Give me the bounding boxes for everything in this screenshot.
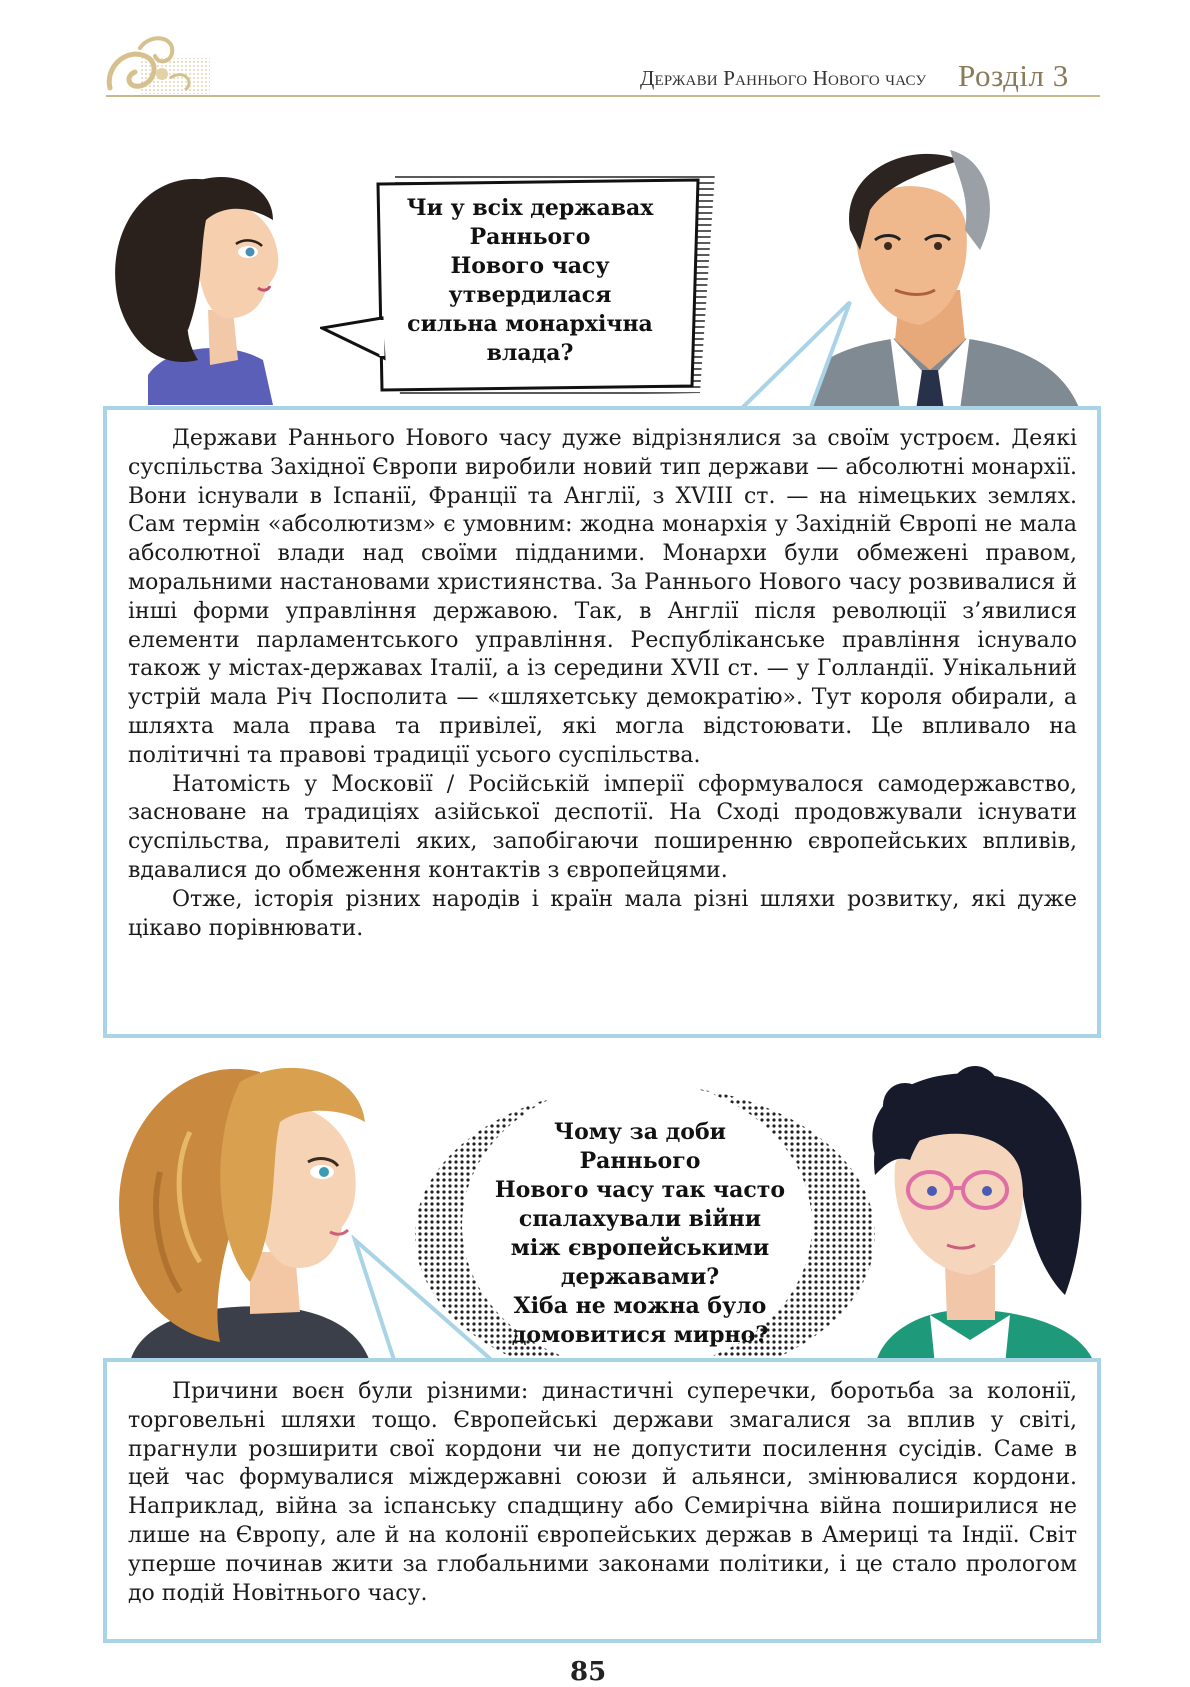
answer-paragraph: Отже, історія різних народів і країн мала різні шляхи розвитку, які дуже цікаво порівнювати.: [128, 886, 1077, 941]
answer-pointer-1: [700, 300, 870, 412]
answer-box-1: [103, 406, 1101, 1038]
section-title: Розділ 3: [958, 58, 1069, 93]
bubble-question-2: Чому за доби Раннього Нового часу так часто спалахували війни між європейськими державами? Хіба не можна було домовитися мирно?: [494, 1119, 786, 1348]
bubble-question-1: Чи у всіх державах Раннього Нового часу утвердилася сильна монархічна влада?: [406, 195, 654, 366]
answer-paragraph: Причини воєн були різними: династичні суперечки, боротьба за колонії, торговельні шляхи тощо. Європейські держави змагалися за вплив у світі, прагнули розширити свої кордони чи не допустити посилення сусідів. Саме в цей час формувалися міждержавні союзи й альянси, змінювалися кордони. Наприклад, війна за іспанську спадщину або Семирічна війна поширилися не лише на Європу, але й на колонії європейських держав в Америці та Індії. Світ уперше починав жити за глобальними законами політики, і це стало прологом до подій Новітнього часу.: [128, 1379, 1077, 1606]
answer-paragraph: Держави Раннього Нового часу дуже відрізнялися за своїм устроєм. Деякі суспільства Західної Європи виробили новий тип держави — абсолютні монархії. Вони існували в Іспанії, Франції та Англії, з XVIII ст. — на німецьких землях. Сам термін «абсолютизм» є умовним: жодна монархія у Західній Європі не мала абсолютної влади над своїми підданими. Монархи були обмежені правом, моральними настановами християнства. За Раннього Нового часу розвивалися й інші форми управління державою. Так, в Англії після революції з’явилися елементи парламентського управління. Республіканське правління існувало також у містах-державах Італії, а із середини XVII ст. — у Голландії. Унікальний устрій мала Річ Посполита — «шляхетську демократію». Тут короля обирали, а шляхта мала права та привілеї, які могла відстоювати. Це впливало на політичні та правові традиції усього суспільства.: [128, 426, 1077, 768]
page-number: 85: [570, 1657, 607, 1687]
header-divider: [106, 95, 1100, 97]
answer-box-2: [103, 1358, 1101, 1643]
girl-dark-hair-illustration: [88, 160, 328, 405]
answer-paragraph: Натомість у Московії / Російській імперії сформувалося самодержавство, засноване на традиціях азійської деспотії. На Сході продовжували існувати суспільства, правителі яких, запобігаючи поширенню європейських впливів, вдавалися до обмеження контактів з європейцями.: [128, 771, 1077, 883]
header-title: Держави Раннього Нового часу: [640, 66, 927, 90]
answer-pointer-2: [335, 1235, 505, 1365]
